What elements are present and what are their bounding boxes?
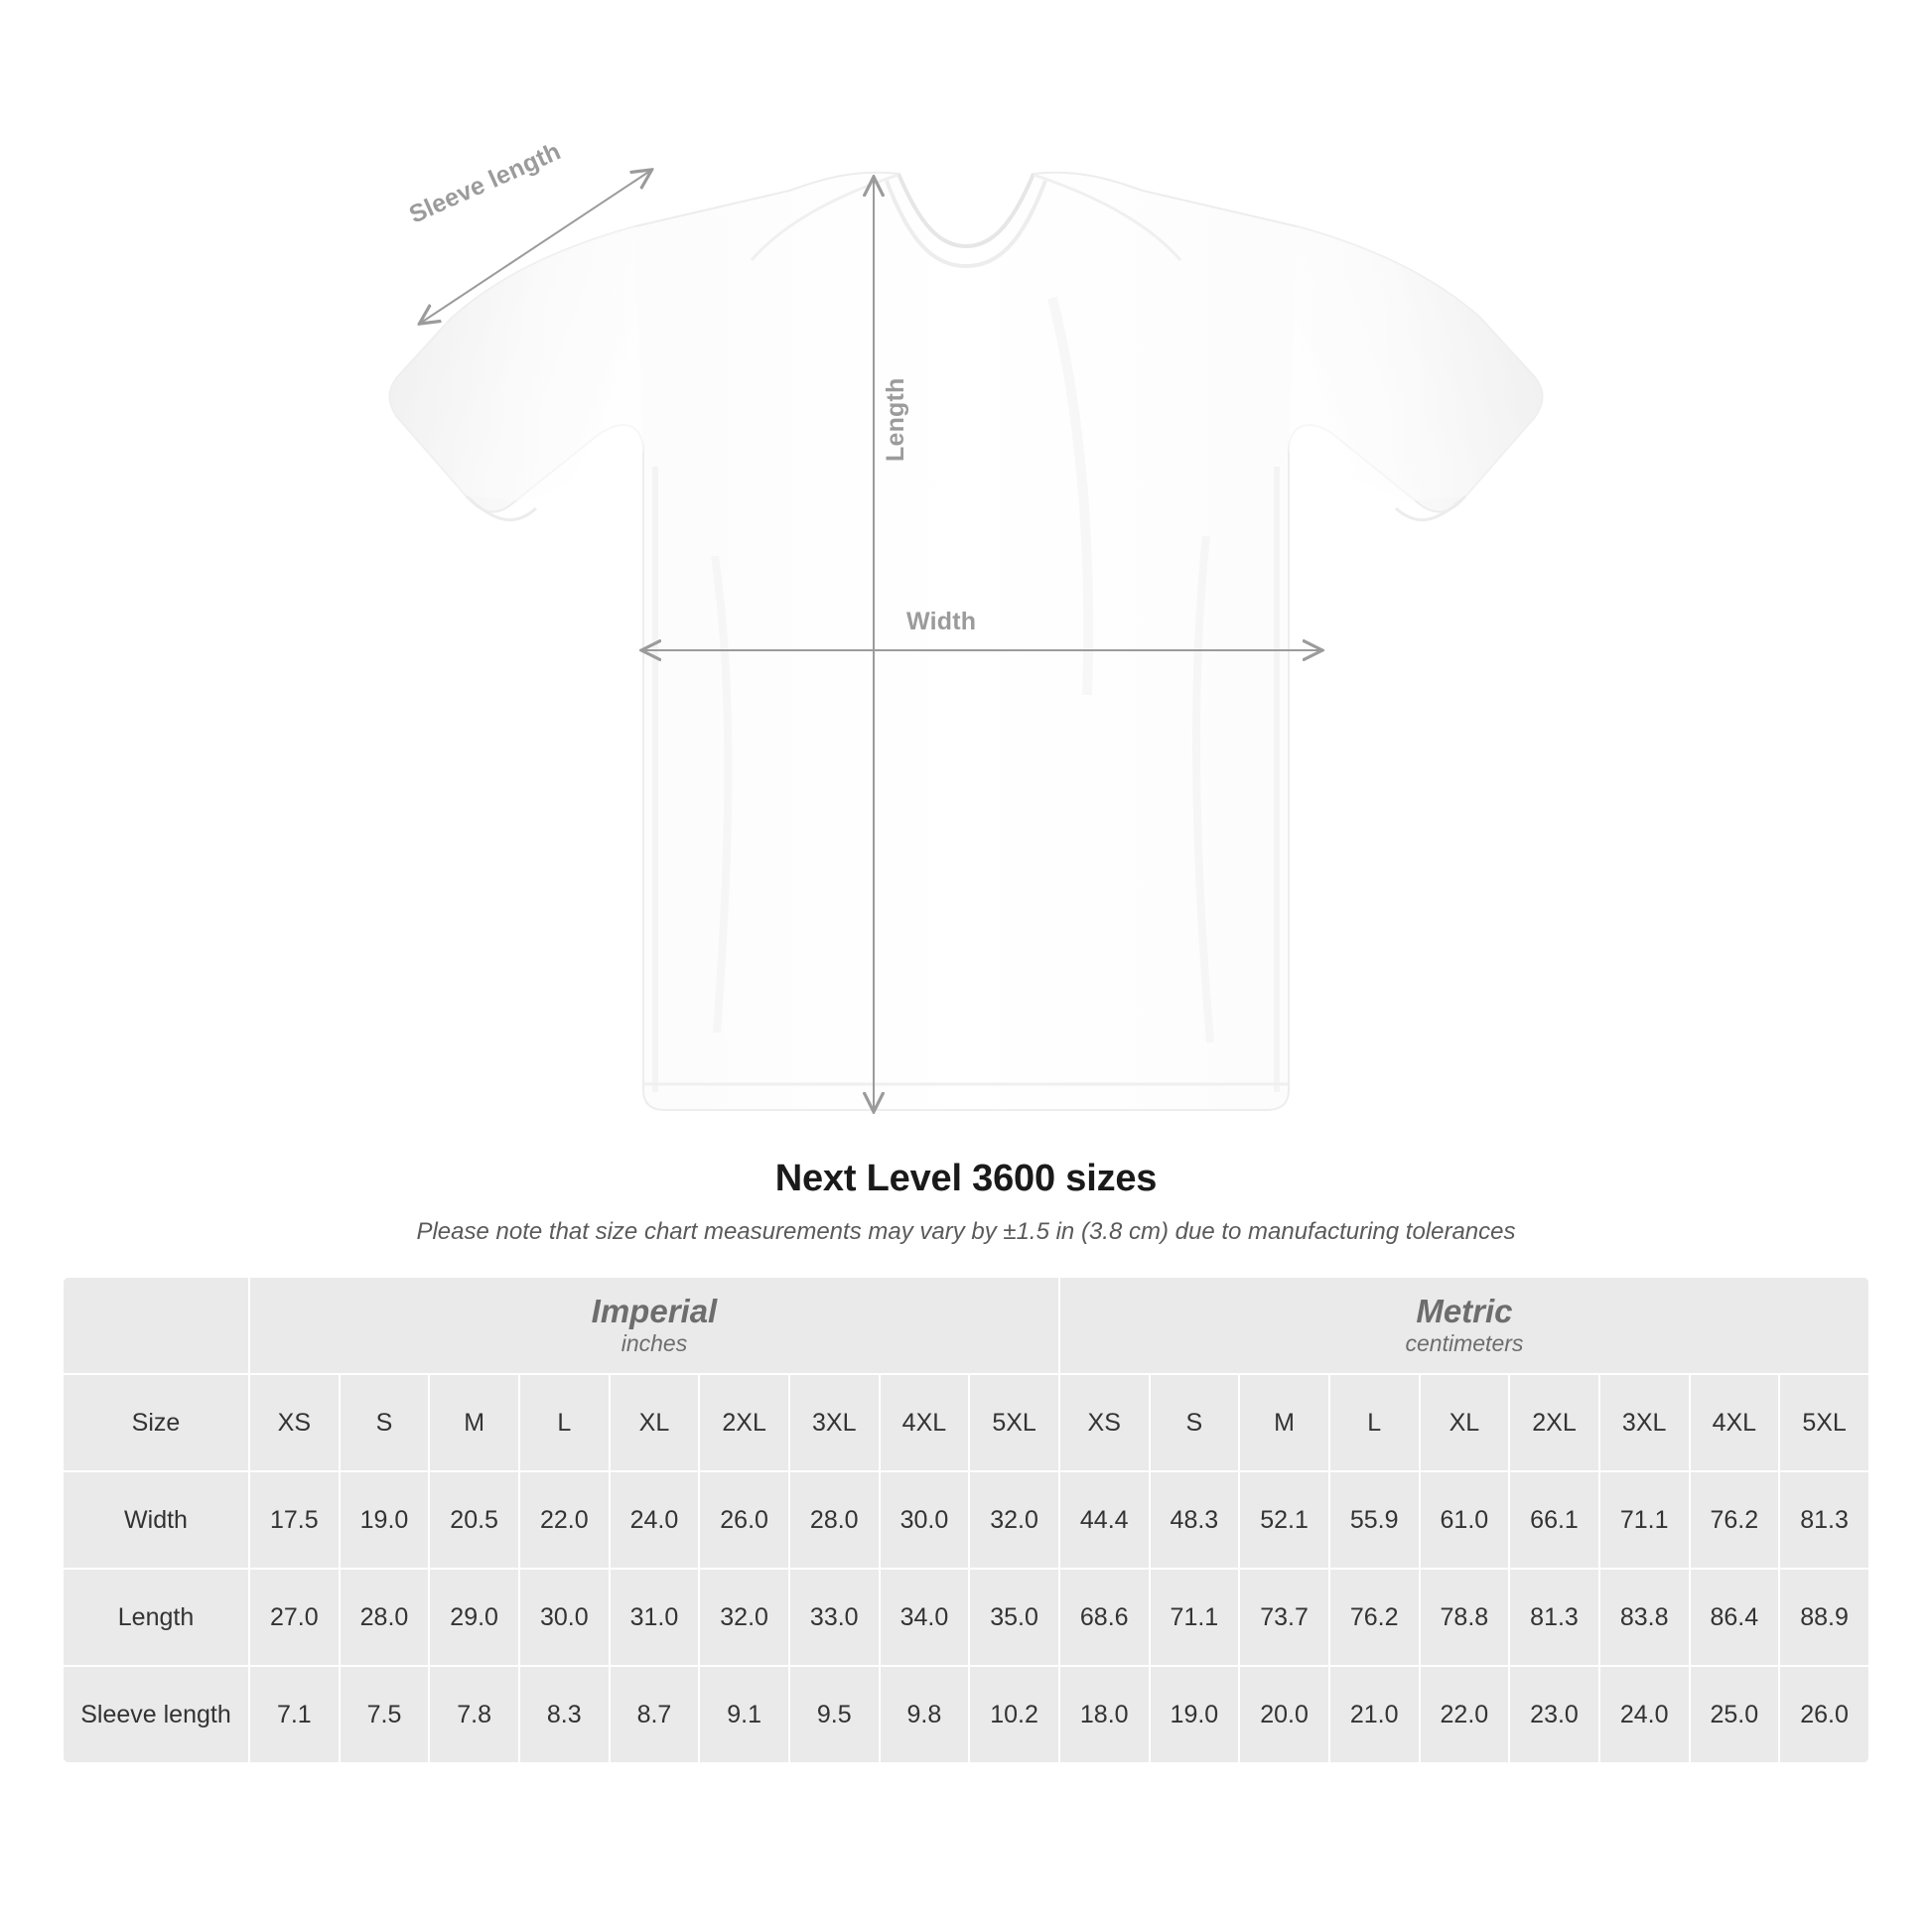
row-label-length: Length (64, 1570, 248, 1665)
label-width: Width (906, 608, 977, 635)
column-header-metric-s: S (1151, 1375, 1239, 1470)
size-table-container (62, 1276, 1870, 1764)
cell-width-metric-xs: 44.4 (1060, 1472, 1149, 1568)
cell-width-imperial-xs: 17.5 (250, 1472, 339, 1568)
column-header-imperial-s: S (341, 1375, 429, 1470)
column-header-imperial-l: L (520, 1375, 609, 1470)
cell-width-imperial-m: 20.5 (430, 1472, 518, 1568)
cell-width-imperial-4xl: 30.0 (881, 1472, 969, 1568)
cell-width-metric-3xl: 71.1 (1600, 1472, 1689, 1568)
row-label-sleeve-length: Sleeve length (64, 1667, 248, 1762)
cell-sleeve-imperial-xl: 8.7 (611, 1667, 699, 1762)
column-header-metric-4xl: 4XL (1691, 1375, 1779, 1470)
label-sleeve-length: Sleeve length (405, 137, 566, 229)
cell-width-metric-m: 52.1 (1240, 1472, 1328, 1568)
cell-width-imperial-l: 22.0 (520, 1472, 609, 1568)
column-header-metric-xs: XS (1060, 1375, 1149, 1470)
cell-width-metric-5xl: 81.3 (1780, 1472, 1868, 1568)
cell-width-imperial-xl: 24.0 (611, 1472, 699, 1568)
row-label-width: Width (64, 1472, 248, 1568)
column-header-metric-m: M (1240, 1375, 1328, 1470)
column-header-imperial-4xl: 4XL (881, 1375, 969, 1470)
cell-width-metric-2xl: 66.1 (1510, 1472, 1598, 1568)
cell-length-imperial-5xl: 35.0 (970, 1570, 1058, 1665)
cell-sleeve-metric-s: 19.0 (1151, 1667, 1239, 1762)
cell-sleeve-metric-2xl: 23.0 (1510, 1667, 1598, 1762)
cell-length-metric-4xl: 86.4 (1691, 1570, 1779, 1665)
cell-length-metric-l: 76.2 (1330, 1570, 1419, 1665)
size-table (62, 1276, 1870, 1764)
cell-length-imperial-l: 30.0 (520, 1570, 609, 1665)
cell-length-metric-xs: 68.6 (1060, 1570, 1149, 1665)
unit-group-imperial-unit: inches (621, 1330, 688, 1357)
unit-group-metric-name: Metric (1416, 1293, 1513, 1330)
column-header-imperial-m: M (430, 1375, 518, 1470)
cell-length-metric-s: 71.1 (1151, 1570, 1239, 1665)
cell-length-imperial-4xl: 34.0 (881, 1570, 969, 1665)
title-block (0, 1158, 1932, 1246)
cell-sleeve-imperial-5xl: 10.2 (970, 1667, 1058, 1762)
column-header-imperial-xl: XL (611, 1375, 699, 1470)
column-header-metric-l: L (1330, 1375, 1419, 1470)
cell-width-imperial-2xl: 26.0 (700, 1472, 788, 1568)
cell-length-metric-3xl: 83.8 (1600, 1570, 1689, 1665)
cell-sleeve-imperial-s: 7.5 (341, 1667, 429, 1762)
cell-sleeve-imperial-2xl: 9.1 (700, 1667, 788, 1762)
size-header-label: Size (64, 1375, 248, 1470)
cell-length-imperial-xs: 27.0 (250, 1570, 339, 1665)
cell-sleeve-metric-l: 21.0 (1330, 1667, 1419, 1762)
cell-length-metric-2xl: 81.3 (1510, 1570, 1598, 1665)
cell-sleeve-metric-4xl: 25.0 (1691, 1667, 1779, 1762)
column-header-imperial-xs: XS (250, 1375, 339, 1470)
cell-sleeve-metric-xs: 18.0 (1060, 1667, 1149, 1762)
cell-length-imperial-2xl: 32.0 (700, 1570, 788, 1665)
cell-width-imperial-s: 19.0 (341, 1472, 429, 1568)
cell-sleeve-metric-3xl: 24.0 (1600, 1667, 1689, 1762)
unit-group-imperial (250, 1278, 1058, 1373)
cell-width-imperial-3xl: 28.0 (790, 1472, 879, 1568)
cell-length-imperial-s: 28.0 (341, 1570, 429, 1665)
column-header-imperial-5xl: 5XL (970, 1375, 1058, 1470)
cell-length-metric-5xl: 88.9 (1780, 1570, 1868, 1665)
unit-group-metric (1060, 1278, 1868, 1373)
cell-sleeve-imperial-3xl: 9.5 (790, 1667, 879, 1762)
column-header-imperial-2xl: 2XL (700, 1375, 788, 1470)
cell-sleeve-imperial-xs: 7.1 (250, 1667, 339, 1762)
page-title: Next Level 3600 sizes (774, 1158, 1158, 1199)
column-header-metric-xl: XL (1421, 1375, 1509, 1470)
cell-sleeve-metric-m: 20.0 (1240, 1667, 1328, 1762)
table-row (64, 1472, 1868, 1568)
cell-length-metric-xl: 78.8 (1421, 1570, 1509, 1665)
cell-width-metric-l: 55.9 (1330, 1472, 1419, 1568)
table-row (64, 1570, 1868, 1665)
unit-group-header-row (64, 1278, 1868, 1373)
size-header-row (64, 1375, 1868, 1470)
cell-sleeve-imperial-4xl: 9.8 (881, 1667, 969, 1762)
cell-length-imperial-xl: 31.0 (611, 1570, 699, 1665)
cell-sleeve-imperial-m: 7.8 (430, 1667, 518, 1762)
cell-width-metric-4xl: 76.2 (1691, 1472, 1779, 1568)
cell-length-imperial-m: 29.0 (430, 1570, 518, 1665)
cell-length-metric-m: 73.7 (1240, 1570, 1328, 1665)
column-header-metric-5xl: 5XL (1780, 1375, 1868, 1470)
table-corner-cell (64, 1278, 248, 1373)
tolerance-note: Please note that size chart measurements may vary by ±1.5 in (3.8 cm) due to manufacturing tolerances (416, 1218, 1516, 1245)
cell-length-imperial-3xl: 33.0 (790, 1570, 879, 1665)
unit-group-imperial-name: Imperial (591, 1293, 718, 1330)
table-row (64, 1667, 1868, 1762)
cell-sleeve-metric-xl: 22.0 (1421, 1667, 1509, 1762)
column-header-imperial-3xl: 3XL (790, 1375, 879, 1470)
cell-width-imperial-5xl: 32.0 (970, 1472, 1058, 1568)
unit-group-metric-unit: centimeters (1405, 1330, 1524, 1357)
cell-width-metric-s: 48.3 (1151, 1472, 1239, 1568)
column-header-metric-2xl: 2XL (1510, 1375, 1598, 1470)
label-length: Length (882, 377, 909, 462)
cell-sleeve-imperial-l: 8.3 (520, 1667, 609, 1762)
cell-sleeve-metric-5xl: 26.0 (1780, 1667, 1868, 1762)
cell-width-metric-xl: 61.0 (1421, 1472, 1509, 1568)
column-header-metric-3xl: 3XL (1600, 1375, 1689, 1470)
